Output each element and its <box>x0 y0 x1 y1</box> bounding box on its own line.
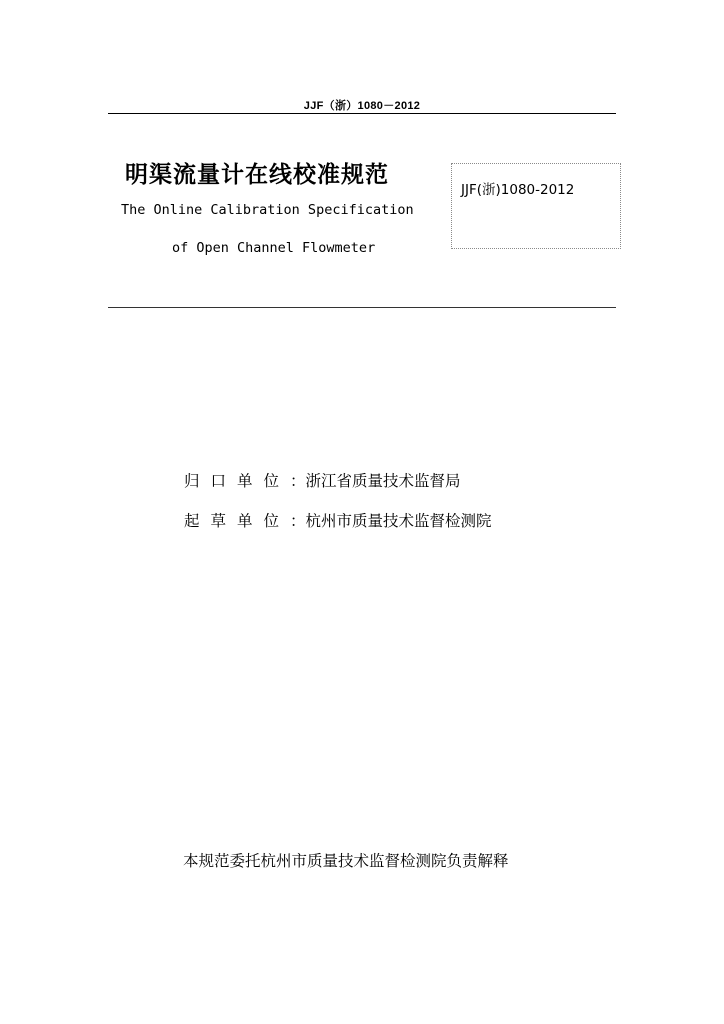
title-divider <box>108 307 616 308</box>
drafting-unit-separator: ： <box>290 512 306 530</box>
drafting-unit-value: 杭州市质量技术监督检测院 <box>305 512 492 530</box>
document-code-header: JJF（浙）1080－2012 <box>303 100 421 112</box>
title-english-line-1: The Online Calibration Specification <box>121 202 414 218</box>
responsible-unit-row <box>184 469 461 491</box>
drafting-unit-label: 起草单位 <box>184 512 291 530</box>
responsible-unit-value: 浙江省质量技术监督局 <box>305 472 461 490</box>
document-code-box-text: JJF(浙)1080-2012 <box>461 182 575 198</box>
title-chinese: 明渠流量计在线校准规范 <box>125 162 389 188</box>
responsible-unit-label: 归口单位 <box>184 472 291 490</box>
title-english-line-2: of Open Channel Flowmeter <box>172 240 376 256</box>
drafting-unit-row <box>184 509 492 531</box>
header-divider <box>108 113 616 114</box>
interpretation-note: 本规范委托杭州市质量技术监督检测院负责解释 <box>183 852 509 870</box>
document-code-box <box>451 163 621 249</box>
responsible-unit-separator: ： <box>290 472 306 490</box>
